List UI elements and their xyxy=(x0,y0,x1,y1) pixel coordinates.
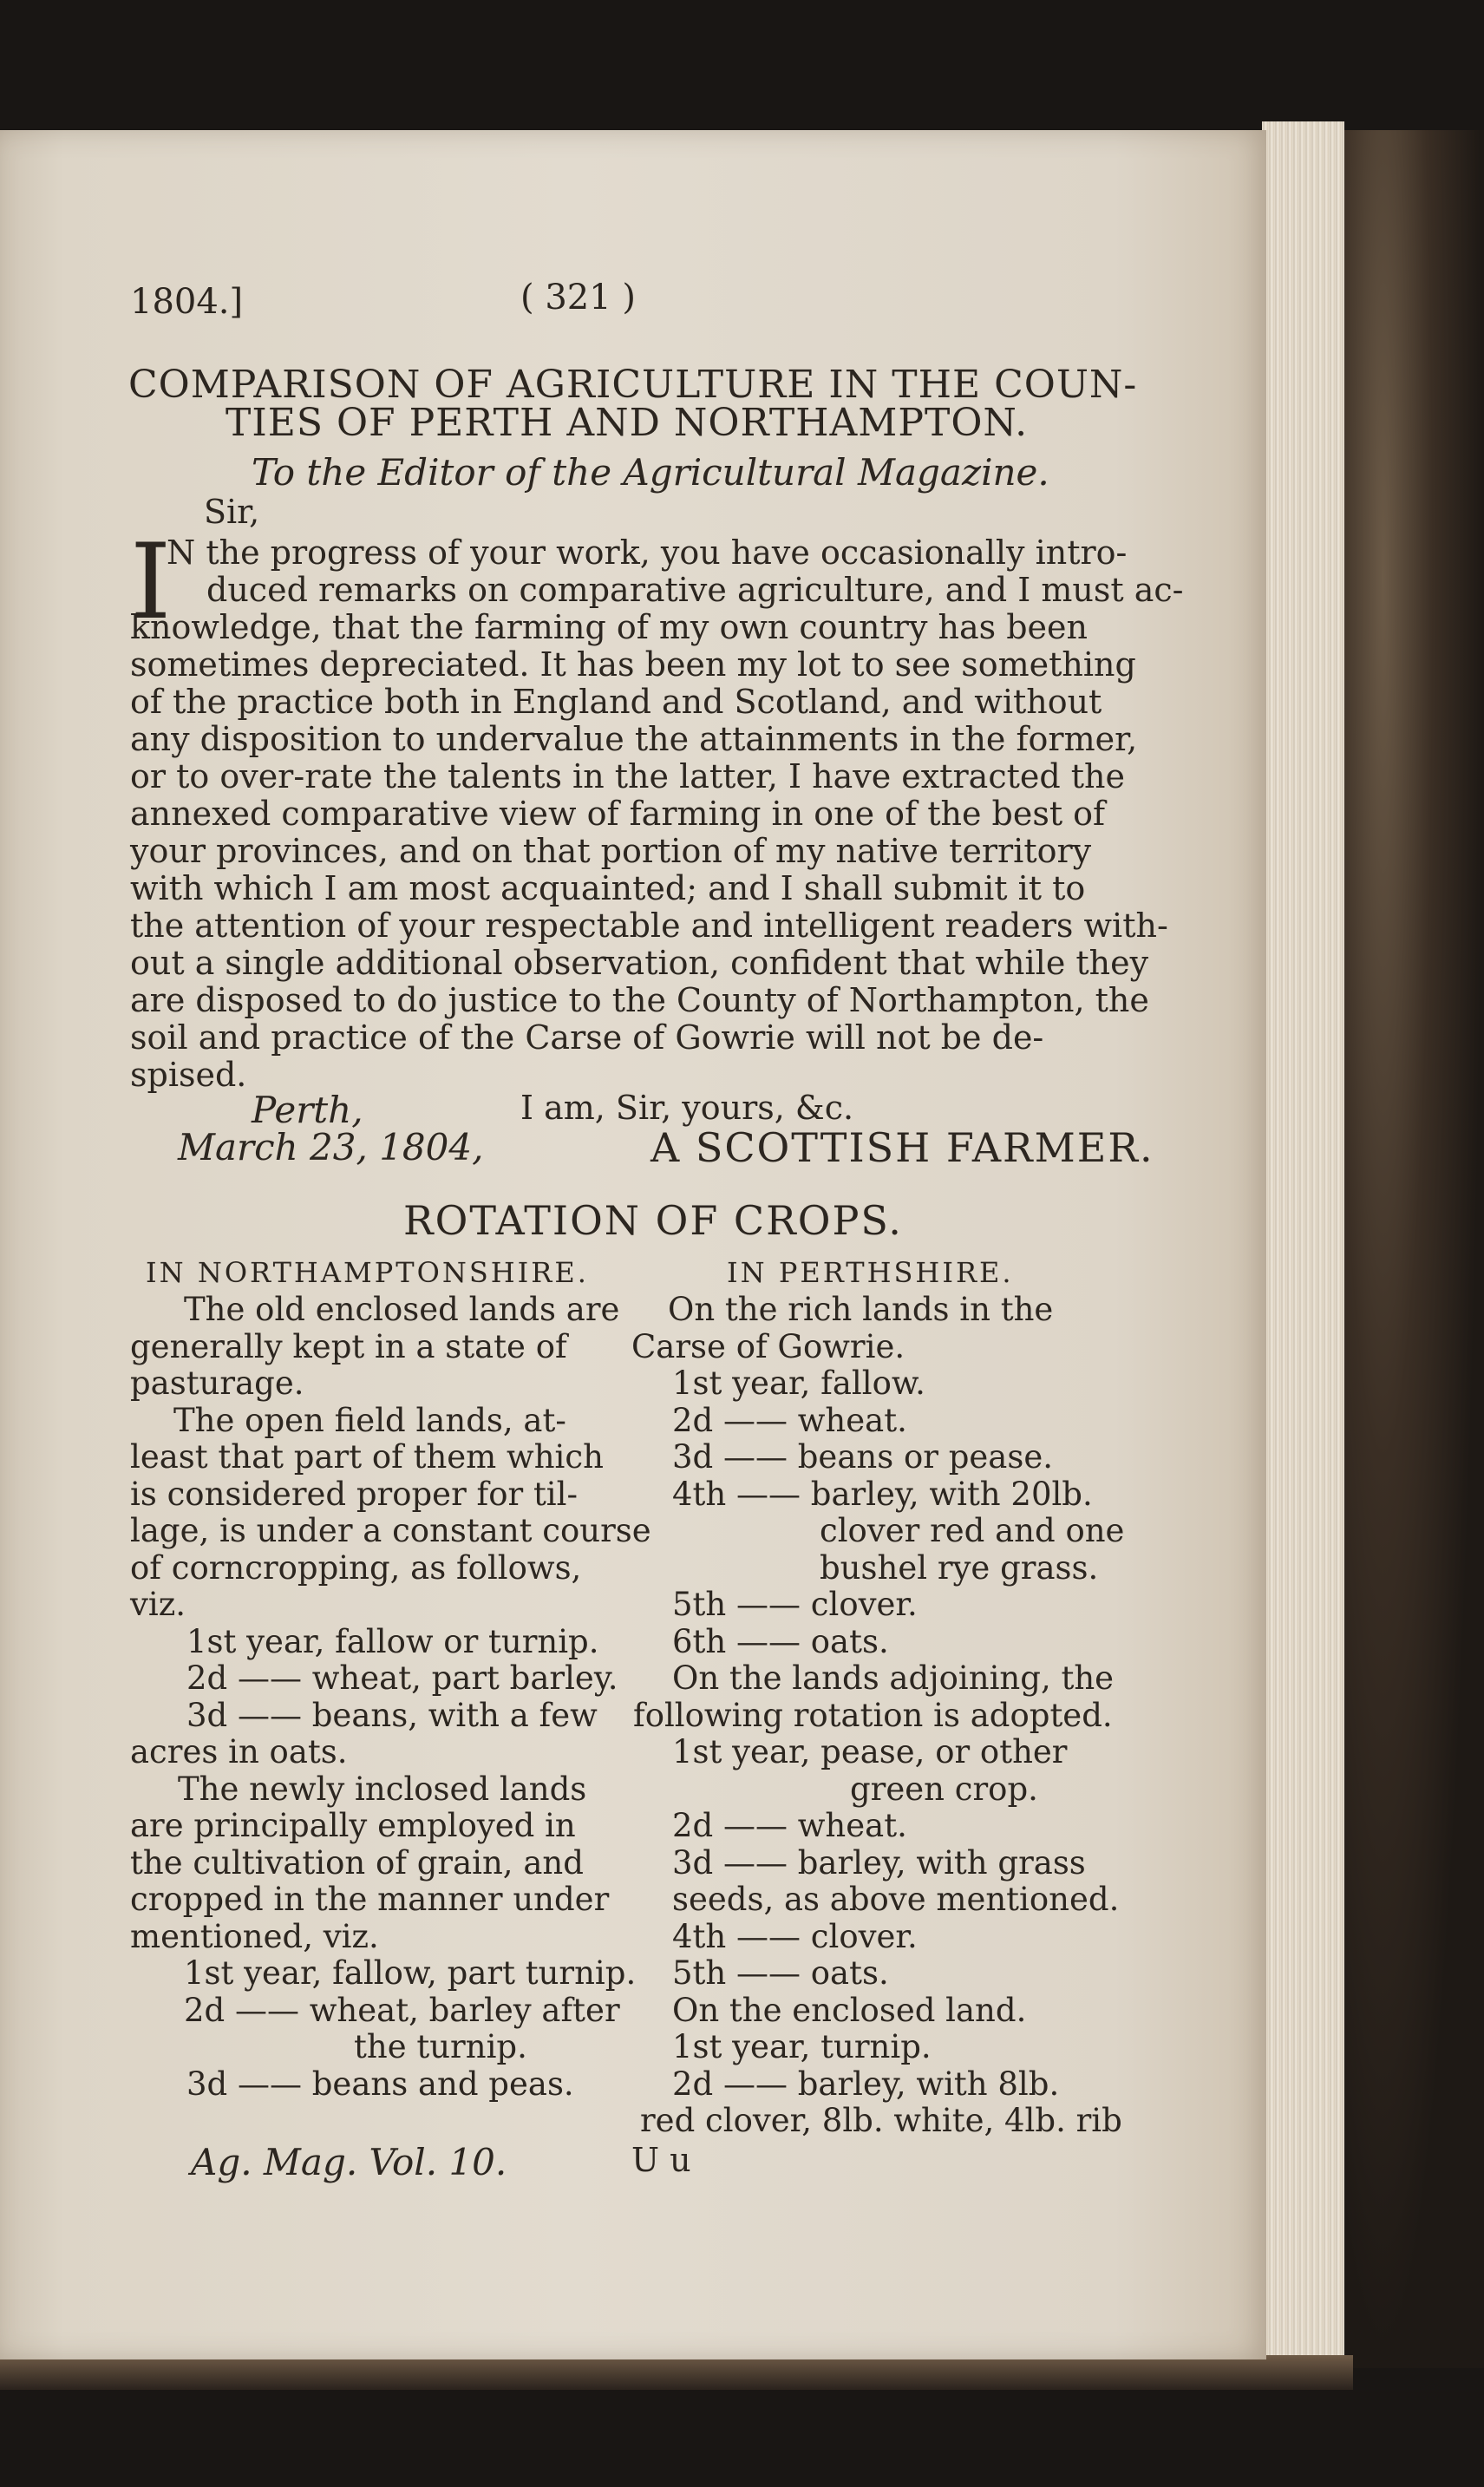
right-column-line: 1st year, turnip. xyxy=(672,2028,932,2065)
left-column-line: pasturage. xyxy=(130,1365,304,1402)
letter-signature: A SCOTTISH FARMER. xyxy=(650,1124,1154,1171)
letter-date: March 23, 1804, xyxy=(178,1126,484,1168)
left-column-line: The old enclosed lands are xyxy=(184,1291,620,1328)
letter-line: the attention of your respectable and intelligent readers with- xyxy=(130,906,1168,945)
letter-line: soil and practice of the Carse of Gowrie will not be de- xyxy=(130,1018,1044,1057)
letter-line: or to over-rate the talents in the latter, I have extracted the xyxy=(130,757,1125,795)
letter-line: sometimes depreciated. It has been my lot to see something xyxy=(130,645,1136,684)
letter-line: duced remarks on comparative agriculture, and I must ac- xyxy=(206,571,1184,609)
article-title-line1: COMPARISON OF AGRICULTURE IN THE COUN- xyxy=(128,363,1138,407)
right-column-line: 3d —— beans or pease. xyxy=(672,1438,1053,1476)
left-column-line: of corncropping, as follows, xyxy=(130,1548,582,1587)
article-title-line2: TIES OF PERTH AND NORTHAMPTON. xyxy=(226,401,1029,445)
left-column-line: cropped in the manner under xyxy=(130,1881,610,1918)
left-column-line: 3d —— beans, with a few xyxy=(186,1696,598,1734)
right-column-line: 5th —— clover. xyxy=(672,1586,918,1623)
right-column-line: 3d —— barley, with grass xyxy=(672,1843,1086,1882)
catchword: U u xyxy=(631,2141,691,2179)
section-title: ROTATION OF CROPS. xyxy=(403,1197,903,1244)
left-column-heading: IN NORTHAMPTONSHIRE. xyxy=(146,1256,589,1289)
header-year: 1804.] xyxy=(130,282,244,322)
right-column-line: On the enclosed land. xyxy=(672,1991,1027,2029)
letter-line: of the practice both in England and Scotland, and without xyxy=(130,683,1102,721)
letter-line: out a single additional observation, confident that while they xyxy=(130,944,1149,982)
page-number: ( 321 ) xyxy=(520,278,636,317)
left-column-line: the turnip. xyxy=(354,2028,527,2065)
right-column-line: On the rich lands in the xyxy=(668,1291,1054,1328)
letter-line: with which I am most acquainted; and I shall submit it to xyxy=(130,869,1086,907)
letter-line: knowledge, that the farming of my own country has been xyxy=(130,608,1088,646)
left-column-line: The newly inclosed lands xyxy=(178,1770,587,1808)
right-column-heading: IN PERTHSHIRE. xyxy=(727,1256,1014,1289)
right-column-line: 4th —— barley, with 20lb. xyxy=(672,1475,1093,1513)
right-column-line: Carse of Gowrie. xyxy=(631,1327,905,1365)
left-column-line: the cultivation of grain, and xyxy=(130,1843,584,1882)
right-column-line: 2d —— wheat. xyxy=(672,1401,907,1439)
letter-closing: I am, Sir, yours, &c. xyxy=(520,1089,854,1127)
left-column-line: 2d —— wheat, barley after xyxy=(184,1991,620,2029)
right-column-line: following rotation is adopted. xyxy=(633,1696,1113,1734)
left-column-line: are principally employed in xyxy=(130,1807,576,1844)
letter-line: any disposition to undervalue the attainments in the former, xyxy=(130,720,1138,758)
right-column-line: 6th —— oats. xyxy=(672,1622,889,1660)
letter-line: N the progress of your work, you have occasionally intro- xyxy=(167,533,1128,572)
right-column-line: 1st year, fallow. xyxy=(672,1365,925,1402)
left-column-line: mentioned, viz. xyxy=(130,1917,379,1955)
right-column-line: 5th —— oats. xyxy=(672,1954,889,1992)
right-column-line: 4th —— clover. xyxy=(672,1917,918,1955)
right-column-line: bushel rye grass. xyxy=(820,1548,1099,1587)
left-column-line: generally kept in a state of xyxy=(130,1327,567,1365)
left-column-line: 1st year, fallow or turnip. xyxy=(186,1622,599,1660)
right-column-line: seeds, as above mentioned. xyxy=(672,1881,1120,1918)
left-column-line: is considered proper for til- xyxy=(130,1475,578,1513)
page-edges xyxy=(1262,121,1344,2372)
salutation: Sir, xyxy=(204,493,260,531)
signature-mark: Ag. Mag. Vol. 10. xyxy=(191,2141,507,2183)
left-column-line: 3d —— beans and peas. xyxy=(186,2065,574,2103)
right-column-line: 1st year, pease, or other xyxy=(672,1733,1068,1770)
left-column-line: lage, is under a constant course xyxy=(130,1512,651,1549)
right-column-line: green crop. xyxy=(850,1770,1038,1808)
letter-place: Perth, xyxy=(252,1089,363,1131)
left-column-line: least that part of them which xyxy=(130,1438,604,1476)
left-column-line: 1st year, fallow, part turnip. xyxy=(184,1954,637,1992)
book-bottom-edge xyxy=(0,2355,1353,2390)
letter-line: annexed comparative view of farming in one of the best of xyxy=(130,795,1106,833)
left-column-line: 2d —— wheat, part barley. xyxy=(186,1659,618,1697)
letter-line: spised. xyxy=(130,1056,247,1094)
right-column-line: On the lands adjoining, the xyxy=(672,1659,1115,1697)
right-column-line: clover red and one xyxy=(820,1512,1125,1549)
drop-cap: I xyxy=(130,522,172,643)
right-column-line: 2d —— barley, with 8lb. xyxy=(672,2065,1060,2103)
letter-line: your provinces, and on that portion of my native territory xyxy=(130,832,1092,870)
left-column-line: acres in oats. xyxy=(130,1733,348,1770)
editor-line: To the Editor of the Agricultural Magazine. xyxy=(252,451,1049,494)
left-column-line: The open field lands, at- xyxy=(173,1401,566,1439)
right-column-line: 2d —— wheat. xyxy=(672,1807,907,1844)
letter-line: are disposed to do justice to the County of Northampton, the xyxy=(130,981,1149,1019)
book-cover xyxy=(1340,130,1484,2368)
left-column-line: viz. xyxy=(130,1586,186,1623)
right-column-line: red clover, 8lb. white, 4lb. rib xyxy=(640,2102,1122,2139)
